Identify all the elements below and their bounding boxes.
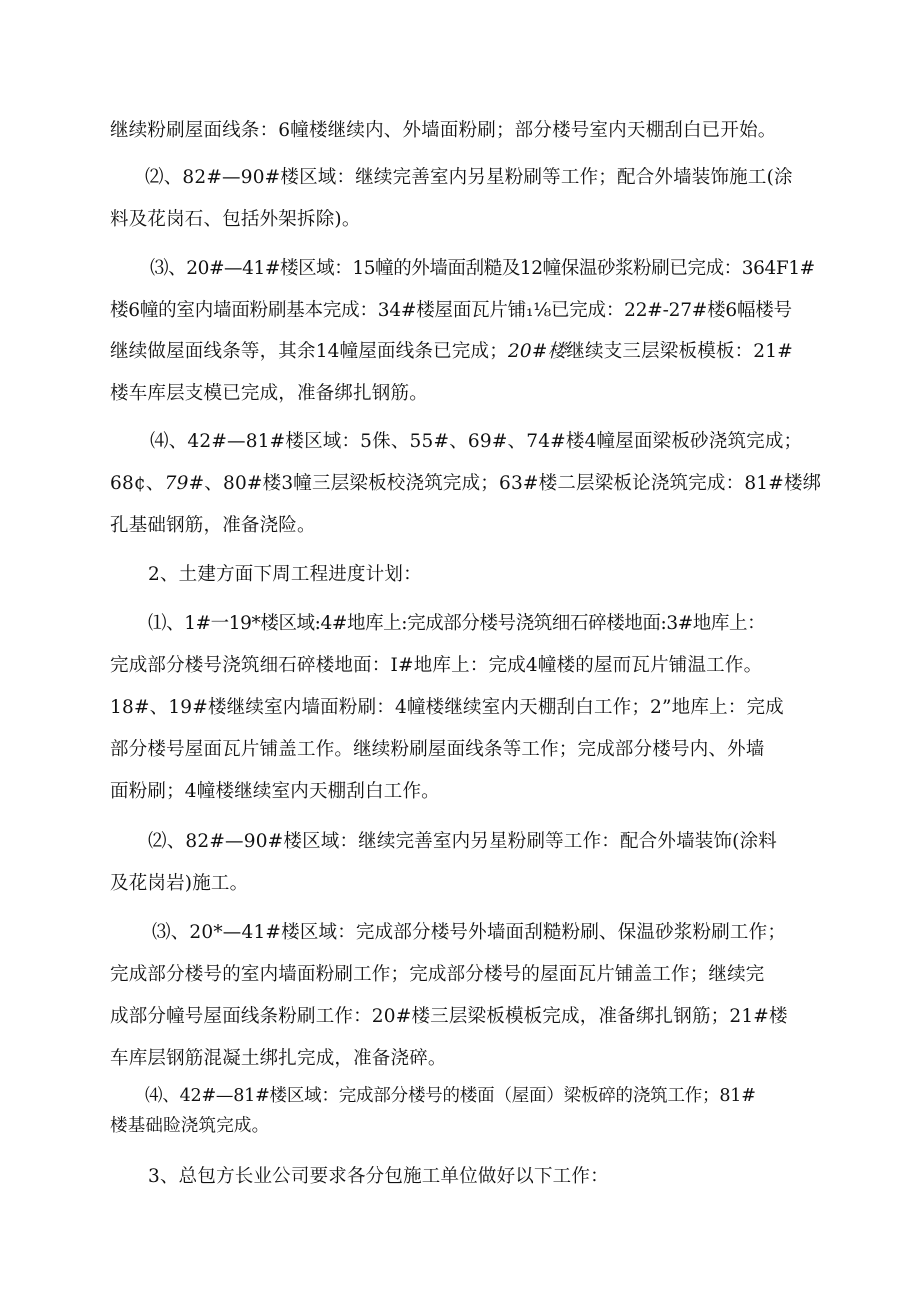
- paragraph-line: [110, 962, 765, 988]
- line-text: 68¢、: [110, 473, 165, 494]
- paragraph-line: [110, 513, 316, 539]
- line-text: ⑶、20*—41#楼区域：完成部分楼号外墙面刮糙粉刷、保温砂浆粉刷工作；: [152, 922, 787, 943]
- line-text-italic: 20#楼: [507, 341, 567, 362]
- line-text: ⑴、1#一19*楼区域:4#地库上:完成部分楼号浇筑细石碎楼地面:3#地库上：: [148, 613, 766, 634]
- paragraph-line: [145, 1083, 756, 1109]
- line-text: 2、土建方面下周工程进度计划：: [148, 564, 422, 585]
- paragraph-line: [110, 118, 776, 144]
- line-text: 面粉刷；4幢楼继续室内天棚刮白工作。: [110, 781, 440, 802]
- line-text: 楼车库层支模已完成，准备绑扎钢筋。: [110, 383, 428, 404]
- line-text: ⑶、20#—41#楼区域：15幢的外墙面刮糙及12幢保温砂浆粉刷已完成：364F1#: [150, 258, 815, 279]
- paragraph-line: [150, 429, 802, 455]
- paragraph-line: [110, 339, 793, 365]
- paragraph-line: [145, 165, 793, 191]
- paragraph-line: [152, 920, 786, 946]
- line-text: 继续支三层梁板模板：21#: [566, 341, 793, 362]
- paragraph-line: [110, 653, 762, 679]
- paragraph-line: [110, 381, 428, 407]
- paragraph-line: [148, 611, 765, 637]
- line-text: 料及花岗石、包括外架拆除)。: [110, 209, 361, 230]
- line-text: 3、总包方长业公司要求各分包施工单位做好以下工作：: [148, 1166, 609, 1187]
- line-text: 部分楼号屋面瓦片铺盖工作。继续粉刷屋面线条等工作；完成部分楼号内、外墙: [110, 739, 765, 760]
- line-text: ⑷、42#—81#楼区域：完成部分楼号的楼面（屋面）梁板碎的浇筑工作；81#: [145, 1086, 756, 1106]
- paragraph-line: [110, 471, 821, 497]
- line-text: ⑵、82#—90#楼区域：继续完善室内另星粉刷等工作；配合外墙装饰施工(涂: [145, 167, 793, 188]
- paragraph-line: [110, 207, 361, 233]
- line-text: 成部分幢号屋面线条粉刷工作：20#楼三层梁板模板完成，准备绑扎钢筋；21#楼: [110, 1006, 788, 1027]
- line-text: 及花岗岩)施工。: [110, 873, 249, 894]
- line-text: 、80#楼3幢三层梁板校浇筑完成；63#楼二层梁板论浇筑完成：81#楼绑: [204, 473, 822, 494]
- paragraph-line: [110, 298, 792, 324]
- paragraph-line: [110, 1113, 269, 1139]
- line-text: 继续做屋面线条等，其余14幢屋面线条已完成；: [110, 341, 508, 362]
- line-text: ⑵、82#—90#楼区域：继续完善室内另星粉刷等工作：配合外墙装饰(涂料: [148, 831, 778, 852]
- line-text: 完成部分楼号的室内墙面粉刷工作；完成部分楼号的屋面瓦片铺盖工作；继续完: [110, 964, 765, 985]
- line-text: 楼6幢的室内墙面粉刷基本完成：34#楼屋面瓦片铺₁⅛已完成：22#-27#楼6幅楼号: [110, 300, 792, 321]
- line-text: 18#、19#楼继续室内墙面粉刷：4幢楼继续室内天棚刮白工作；2”地库上：完成: [110, 697, 784, 718]
- paragraph-line: [110, 1004, 788, 1030]
- line-text: 完成部分楼号浇筑细石碎楼地面：I#地库上：完成4幢楼的屋而瓦片铺温工作。: [110, 655, 763, 676]
- paragraph-line: [110, 737, 765, 763]
- paragraph-line: [148, 829, 777, 855]
- paragraph-line: [110, 695, 784, 721]
- paragraph-line: [110, 1046, 447, 1072]
- line-text: 车库层钢筋混凝土绑扎完成，准备浇碎。: [110, 1048, 447, 1069]
- line-text: 楼基础睑浇筑完成。: [110, 1116, 270, 1136]
- line-text-italic: 79#: [164, 473, 205, 494]
- section-heading: [148, 562, 422, 588]
- section-heading: [148, 1164, 609, 1190]
- line-text: 继续粉刷屋面线条：6幢楼继续内、外墙面粉刷；部分楼号室内天棚刮白已开始。: [110, 120, 777, 141]
- paragraph-line: [110, 779, 440, 805]
- paragraph-line: [150, 256, 815, 282]
- paragraph-line: [110, 871, 248, 897]
- line-text: ⑷、42#—81#楼区域：5侏、55#、69#、74#楼4幢屋面梁板砂浇筑完成；: [150, 431, 803, 452]
- line-text: 孔基础钢筋，准备浇险。: [110, 515, 316, 536]
